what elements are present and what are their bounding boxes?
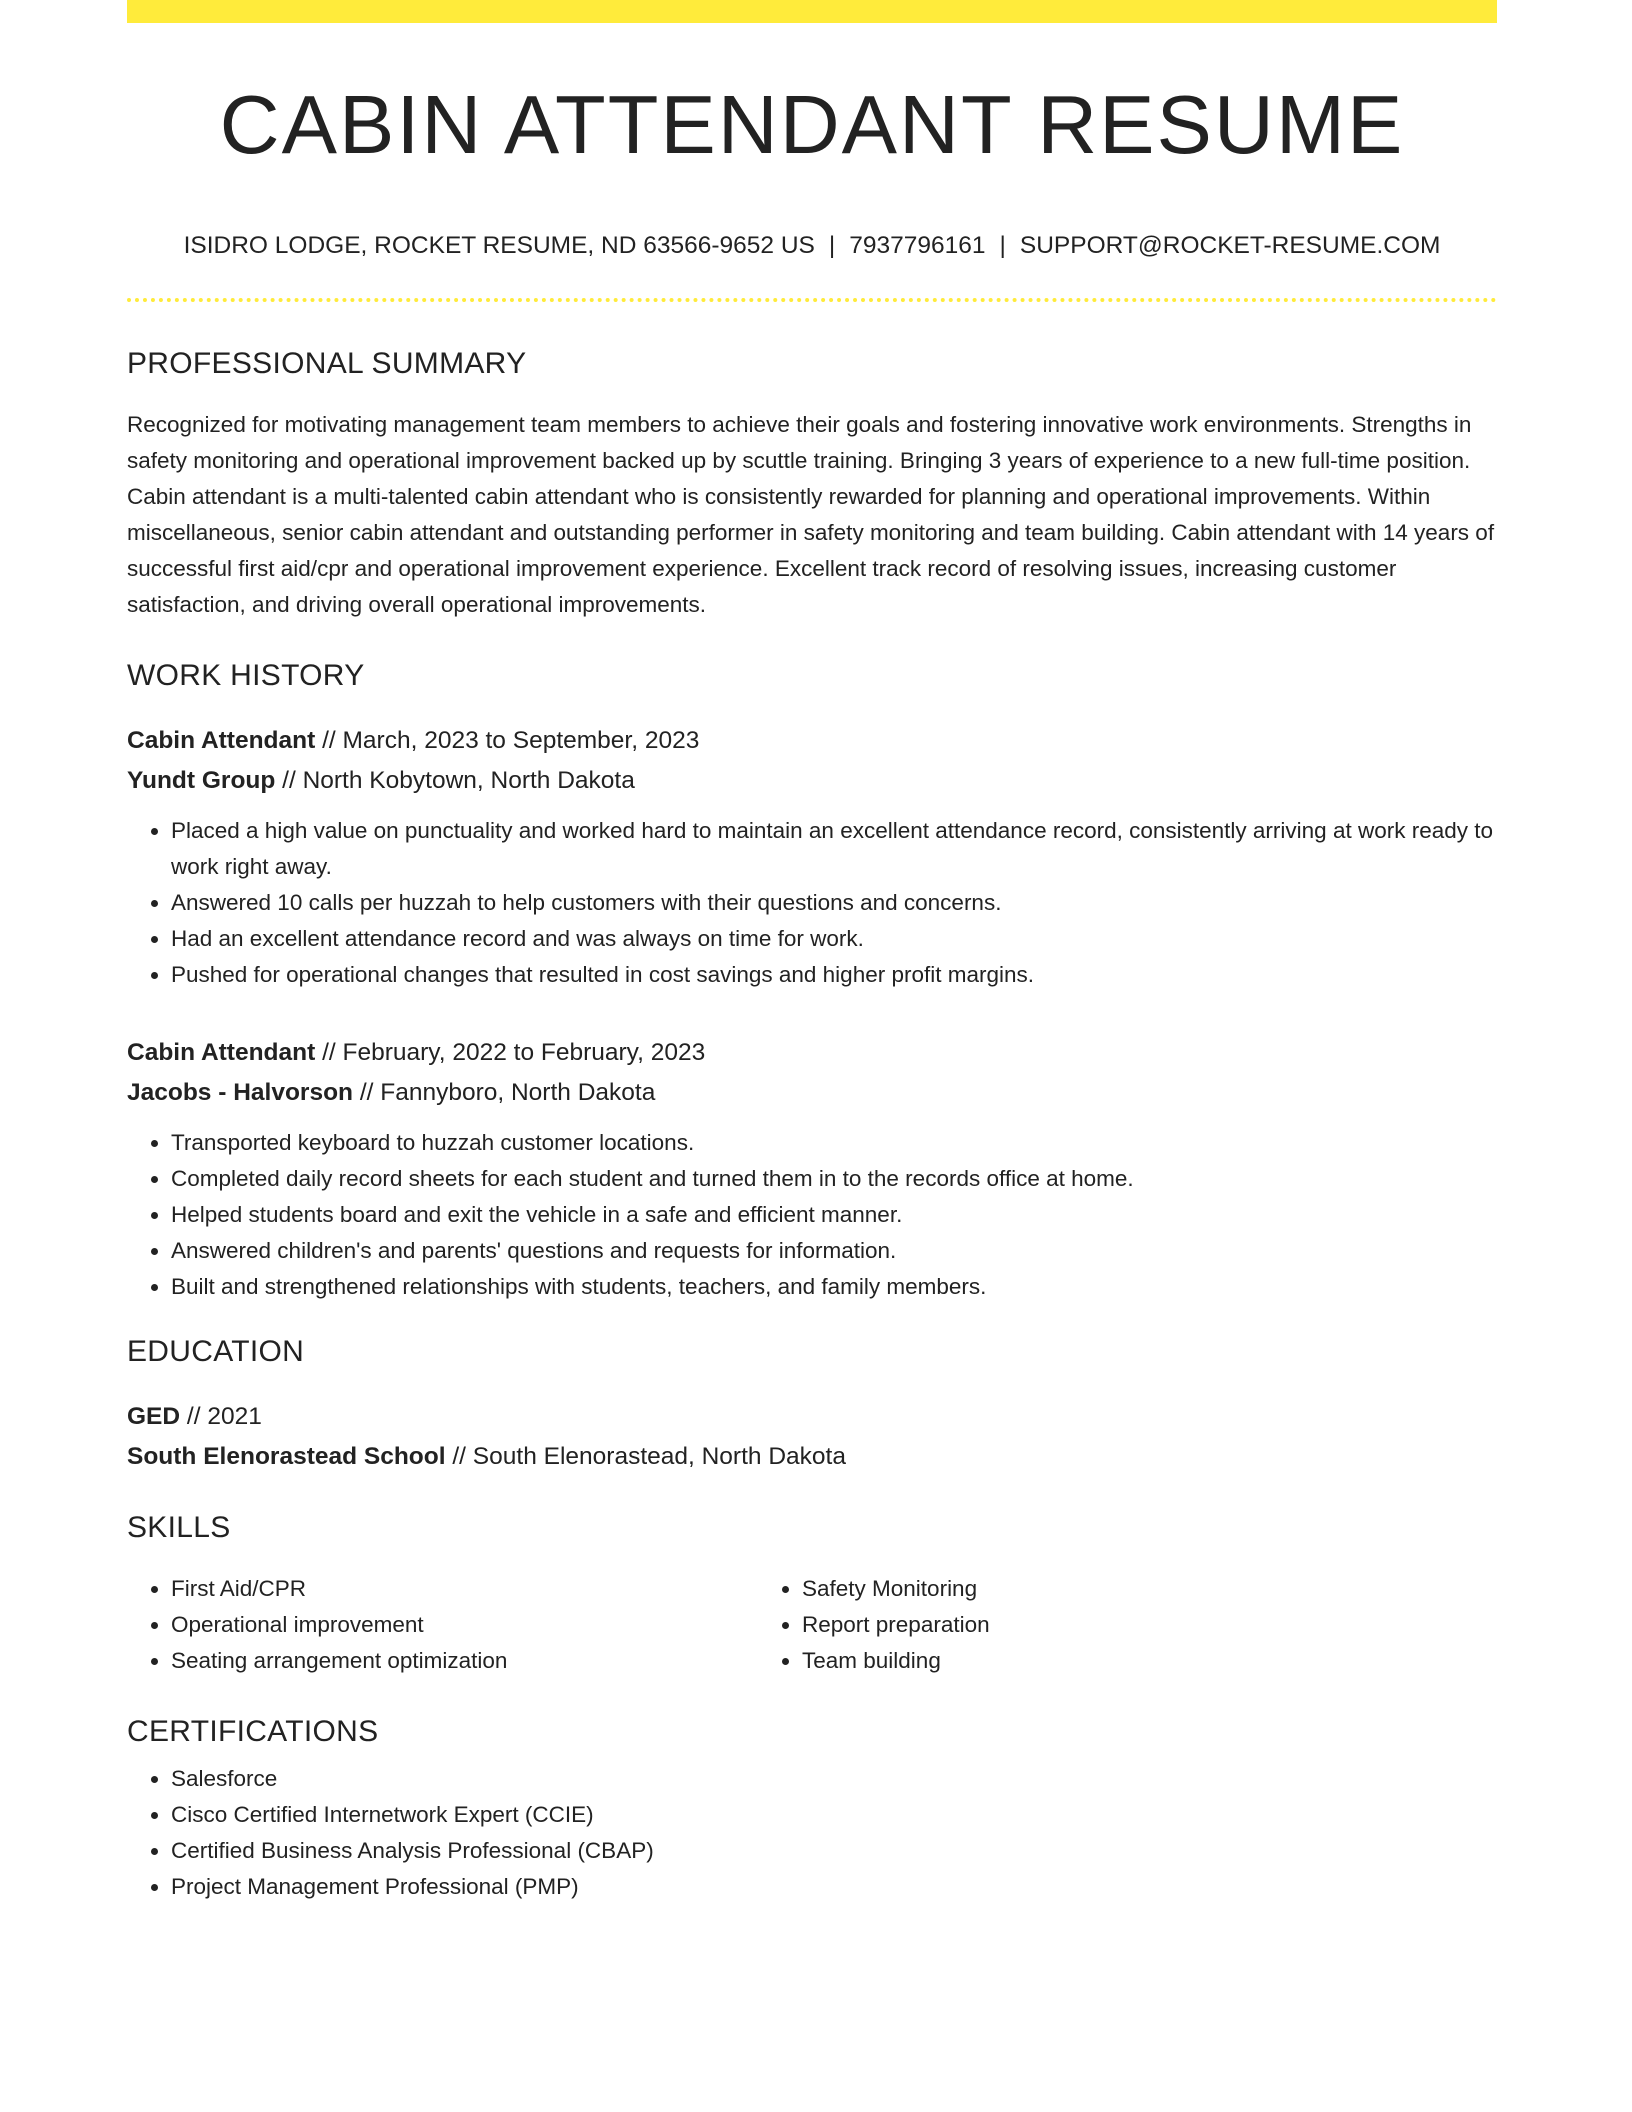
education-degree: GED: [127, 1403, 181, 1430]
job-title-line: [127, 721, 1497, 761]
job-title: Cabin Attendant: [127, 727, 316, 754]
skill-item: • Operational improvement: [171, 1607, 758, 1643]
education-school: South Elenorastead School: [127, 1443, 446, 1470]
skill-item: • First Aid/CPR: [171, 1571, 758, 1607]
job-dates: // March, 2023 to September, 2023: [315, 727, 700, 754]
work-history-heading: WORK HISTORY: [127, 659, 365, 692]
page-title: CABIN ATTENDANT RESUME: [219, 78, 1405, 171]
list-item: • Placed a high value on punctuality and worked hard to maintain an excellent attendance record, consistently arriving at work ready to work right away.: [171, 813, 1497, 885]
list-item: • Built and strengthened relationships with students, teachers, and family members.: [171, 1269, 1497, 1305]
list-item: • Helped students board and exit the vehicle in a safe and efficient manner.: [171, 1197, 1497, 1233]
skill-item: • Seating arrangement optimization: [171, 1643, 758, 1679]
education-entry: [127, 1397, 1497, 1477]
education-location: // South Elenorastead, North Dakota: [445, 1443, 846, 1470]
job-title: Cabin Attendant: [127, 1039, 316, 1066]
summary-heading: PROFESSIONAL SUMMARY: [127, 347, 527, 380]
certification-item: • Salesforce: [171, 1761, 1497, 1797]
job-location: // Fannyboro, North Dakota: [353, 1079, 656, 1106]
job-title-line: [127, 1033, 1497, 1073]
job-company-line: [127, 761, 1497, 801]
job-bullets: [127, 1125, 1497, 1305]
job-company: Jacobs - Halvorson: [127, 1079, 354, 1106]
job-dates: // February, 2022 to February, 2023: [315, 1039, 706, 1066]
list-item: • Completed daily record sheets for each student and turned them in to the records office at home.: [171, 1161, 1497, 1197]
skill-item: • Team building: [802, 1643, 1389, 1679]
skills-heading: SKILLS: [127, 1511, 231, 1544]
education-year: // 2021: [180, 1403, 262, 1430]
contact-address: ISIDRO LODGE, ROCKET RESUME, ND 63566-9652 US: [183, 232, 815, 259]
list-item: • Answered children's and parents' questions and requests for information.: [171, 1233, 1497, 1269]
education-degree-line: [127, 1397, 1497, 1437]
contact-email[interactable]: SUPPORT@ROCKET-RESUME.COM: [1019, 232, 1441, 259]
contact-separator: |: [828, 232, 836, 259]
education-school-line: [127, 1437, 1497, 1477]
top-accent-bar: [127, 0, 1497, 23]
contact-phone[interactable]: 7937796161: [849, 232, 986, 259]
resume-page: [127, 0, 1497, 1905]
certification-item: • Project Management Professional (PMP): [171, 1869, 1497, 1905]
certifications-list: [127, 1761, 1497, 1905]
job-company: Yundt Group: [127, 767, 276, 794]
list-item: • Pushed for operational changes that resulted in cost savings and higher profit margins.: [171, 957, 1497, 993]
job-location: // North Kobytown, North Dakota: [275, 767, 635, 794]
dotted-divider: [127, 298, 1497, 302]
skill-item: • Report preparation: [802, 1607, 1389, 1643]
skills-list-right: [758, 1571, 1389, 1679]
list-item: • Transported keyboard to huzzah customer locations.: [171, 1125, 1497, 1161]
job-entry: [127, 1033, 1497, 1305]
certification-item: • Cisco Certified Internetwork Expert (CCIE): [171, 1797, 1497, 1833]
contact-separator: |: [999, 232, 1006, 259]
job-company-line: [127, 1073, 1497, 1113]
skill-item: • Safety Monitoring: [802, 1571, 1389, 1607]
list-item: • Answered 10 calls per huzzah to help customers with their questions and concerns.: [171, 885, 1497, 921]
skills-list-left: [127, 1571, 758, 1679]
job-bullets: [127, 813, 1497, 993]
job-entry: [127, 721, 1497, 993]
contact-line: [127, 232, 1497, 260]
certifications-heading: CERTIFICATIONS: [127, 1715, 379, 1748]
summary-text: Recognized for motivating management team members to achieve their goals and fostering innovative work environments. Strengths in safety monitoring and operational improvement backed up by scuttle training. Bringing 3 years of experience to a new full-time position. Cabin attendant is a multi-talented cabin attendant who is consistently rewarded for planning and operational improvements. Within miscellaneous, senior cabin attendant and outstanding performer in safety monitoring and team building. Cabin attendant with 14 years of successful first aid/cpr and operational improvement experience. Excellent track record of resolving issues, increasing customer satisfaction, and driving overall operational improvements.: [127, 412, 1495, 617]
certification-item: • Certified Business Analysis Professional (CBAP): [171, 1833, 1497, 1869]
skills-columns: [127, 1571, 1497, 1679]
education-heading: EDUCATION: [127, 1335, 305, 1368]
list-item: • Had an excellent attendance record and was always on time for work.: [171, 921, 1497, 957]
